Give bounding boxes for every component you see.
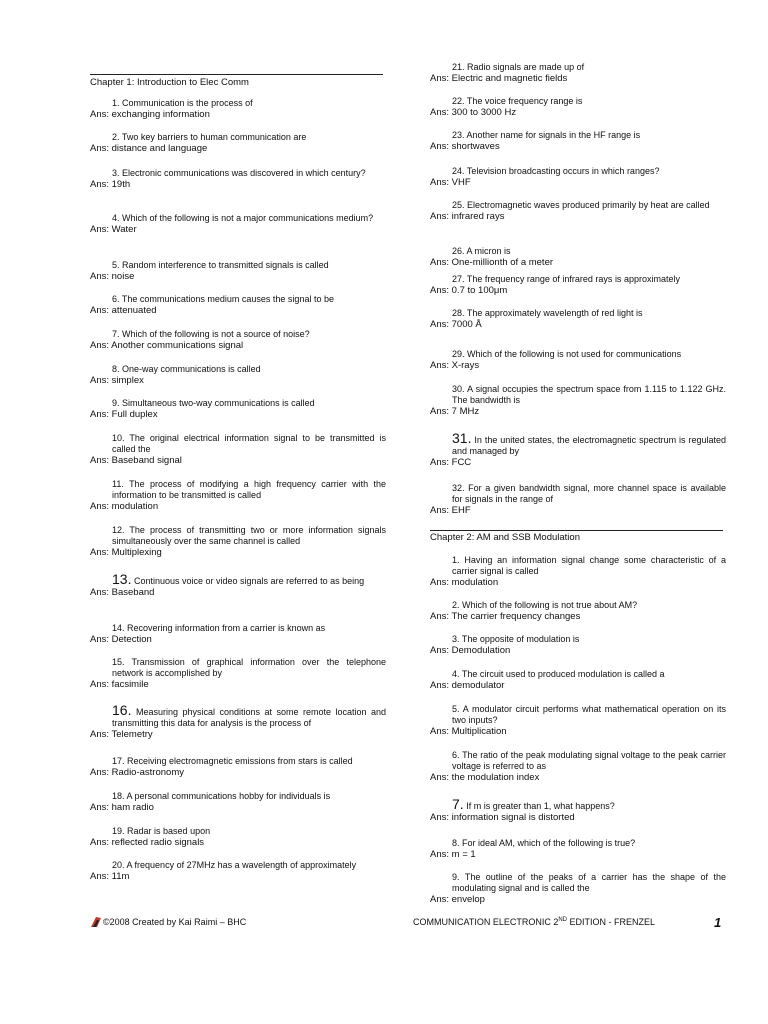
question-item [430, 750, 726, 784]
question-body: Simultaneous two-way communications is called [122, 398, 315, 408]
question-body: The frequency range of infrared rays is approximately [466, 274, 680, 284]
question-text [90, 398, 386, 409]
question-item [430, 483, 726, 517]
question-item [430, 838, 726, 861]
question-body: A micron is [466, 246, 511, 256]
question-text [90, 826, 386, 837]
question-text [430, 555, 726, 577]
question-number: 4. [452, 669, 460, 679]
chapter-2-title: Chapter 2: AM and SSB Modulation [430, 532, 580, 543]
question-item [90, 623, 386, 646]
question-item [90, 398, 386, 421]
question-item [430, 62, 726, 85]
question-item [430, 669, 726, 692]
question-item [90, 260, 386, 283]
question-number: 27. [452, 274, 465, 284]
chapter-1-title: Chapter 1: Introduction to Elec Comm [90, 77, 249, 88]
question-number: 9. [112, 398, 120, 408]
answer-text: Ans: X-rays [430, 360, 480, 371]
question-body: Which of the following is not true about AM? [462, 600, 638, 610]
question-body: Radio signals are made up of [467, 62, 585, 72]
question-text [430, 483, 726, 505]
question-item [90, 433, 386, 467]
answer-text: Ans: Another communications signal [90, 340, 244, 351]
answer-text: Ans: noise [90, 271, 135, 282]
answer-text: Ans: Multiplexing [90, 547, 162, 558]
answer-text: Ans: demodulator [430, 680, 505, 691]
question-item [90, 791, 386, 814]
question-text [430, 838, 726, 849]
question-body: One-way communications is called [122, 364, 261, 374]
question-text [90, 623, 386, 634]
answer-text: Ans: The carrier frequency changes [430, 611, 581, 622]
question-number: 6. [112, 294, 120, 304]
question-number: 14. [112, 623, 125, 633]
question-text [90, 98, 386, 109]
answer-text: Ans: attenuated [90, 305, 157, 316]
question-item [430, 872, 726, 906]
question-number: 18. [112, 791, 125, 801]
question-body: Communication is the process of [122, 98, 253, 108]
question-body: For ideal AM, which of the following is true? [462, 838, 636, 848]
question-text [430, 704, 726, 726]
question-body: The approximately wavelength of red light is [466, 308, 643, 318]
question-text [90, 329, 386, 340]
question-item [430, 274, 726, 297]
question-number: 19. [112, 826, 125, 836]
answer-text: Ans: Radio-astronomy [90, 767, 184, 778]
answer-text: Ans: 7 MHz [430, 406, 480, 417]
question-body: Measuring physical conditions at some remote location and transmitting this data for analysis is the process of [112, 707, 386, 728]
question-body: Electromagnetic waves produced primarily by heat are called [467, 200, 710, 210]
question-text [430, 308, 726, 319]
answer-text: Ans: distance and language [90, 143, 208, 154]
question-item [90, 860, 386, 883]
question-body: A modulator circuit performs what mathematical operation on its two inputs? [452, 704, 726, 725]
answer-text: Ans: reflected radio signals [90, 837, 205, 848]
answer-text: Ans: Water [90, 224, 137, 235]
question-body: Having an information signal change some characteristic of a carrier signal is called [452, 555, 726, 576]
page-number: 1 [714, 915, 722, 930]
question-body: In the united states, the electromagnetic spectrum is regulated and managed by [452, 435, 726, 456]
question-body: A frequency of 27MHz has a wavelength of approximately [126, 860, 357, 870]
question-text [90, 364, 386, 375]
question-item [90, 132, 386, 155]
question-item [430, 634, 726, 657]
question-number: 17. [112, 756, 125, 766]
question-text [430, 872, 726, 894]
question-text [90, 294, 386, 305]
question-text [90, 213, 386, 224]
question-number: 1. [112, 98, 120, 108]
answer-text: Ans: EHF [430, 505, 471, 516]
question-item [90, 756, 386, 779]
question-body: The communications medium causes the signal to be [121, 294, 334, 304]
question-number: 20. [112, 860, 125, 870]
question-text [430, 796, 726, 812]
question-item [90, 213, 386, 236]
answer-text: Ans: m = 1 [430, 849, 476, 860]
question-text [430, 200, 726, 211]
question-item [430, 200, 726, 223]
question-number: 11. [112, 479, 124, 489]
question-body: If m is greater than 1, what happens? [466, 801, 615, 811]
answer-text: Ans: 7000 Å [430, 319, 482, 330]
question-number: 24. [452, 166, 465, 176]
question-number: 8. [452, 838, 460, 848]
question-text [90, 433, 386, 455]
question-body: Another name for signals in the HF range is [466, 130, 641, 140]
question-body: The outline of the peaks of a carrier has the shape of the modulating signal and is called the [452, 872, 726, 893]
question-item [430, 600, 726, 623]
question-number: 6. [452, 750, 460, 760]
answer-text: Ans: the modulation index [430, 772, 540, 783]
question-number: 30. [452, 384, 465, 394]
question-text [90, 702, 386, 729]
question-number: 9. [452, 872, 460, 882]
question-number: 32. [452, 483, 465, 493]
question-text [430, 96, 726, 107]
question-item [90, 571, 386, 599]
question-item [90, 294, 386, 317]
question-item [430, 308, 726, 331]
question-text [430, 62, 726, 73]
answer-text: Ans: ham radio [90, 802, 154, 813]
question-body: The circuit used to produced modulation is called a [461, 669, 665, 679]
question-body: Radar is based upon [127, 826, 211, 836]
answer-text: Ans: facsimile [90, 679, 149, 690]
question-item [90, 168, 386, 191]
question-item [430, 246, 726, 269]
question-item [430, 430, 726, 469]
question-body: For a given bandwidth signal, more channel space is available for signals in the range of [452, 483, 726, 504]
question-body: The ratio of the peak modulating signal voltage to the peak carrier voltage is referred to as [452, 750, 726, 771]
question-number: 23. [452, 130, 465, 140]
question-text [430, 274, 726, 285]
answer-text: Ans: Full duplex [90, 409, 158, 420]
question-body: Which of the following is not a source of noise? [122, 329, 310, 339]
chapter-2-rule [430, 530, 723, 531]
question-text [430, 750, 726, 772]
question-item [90, 657, 386, 691]
question-body: The process of transmitting two or more information signals simultaneously over the same channel is called [112, 525, 386, 546]
answer-text: Ans: VHF [430, 177, 471, 188]
question-number: 5. [112, 260, 120, 270]
question-number: 21. [452, 62, 465, 72]
answer-text: Ans: simplex [90, 375, 144, 386]
answer-text: Ans: Detection [90, 634, 152, 645]
question-number: 31. [452, 430, 472, 446]
question-item [90, 329, 386, 352]
answer-text: Ans: modulation [90, 501, 159, 512]
question-body: A personal communications hobby for individuals is [126, 791, 331, 801]
answer-text: Ans: shortwaves [430, 141, 500, 152]
question-body: The original electrical information signal to be transmitted is called the [112, 433, 386, 454]
question-item [430, 130, 726, 153]
question-number: 3. [452, 634, 460, 644]
question-text [90, 860, 386, 871]
question-number: 4. [112, 213, 120, 223]
question-number: 13. [112, 571, 132, 587]
answer-text: Ans: infrared rays [430, 211, 505, 222]
question-text [90, 525, 386, 547]
question-number: 25. [452, 200, 465, 210]
chapter-1-rule [90, 74, 383, 75]
question-number: 2. [112, 132, 120, 142]
question-item [430, 384, 726, 418]
question-item [430, 704, 726, 738]
question-text [90, 479, 386, 501]
question-text [90, 756, 386, 767]
answer-text: Ans: modulation [430, 577, 499, 588]
question-body: Two key barriers to human communication are [121, 132, 307, 142]
question-item [430, 166, 726, 189]
question-text [90, 657, 386, 679]
question-number: 28. [452, 308, 465, 318]
question-number: 15. [112, 657, 125, 667]
question-item [90, 525, 386, 559]
footer-title-sup: ND [558, 917, 568, 923]
question-text [430, 430, 726, 457]
question-text [430, 669, 726, 680]
question-number: 1. [452, 555, 460, 565]
answer-text: Ans: information signal is distorted [430, 812, 575, 823]
answer-text: Ans: Multiplication [430, 726, 507, 737]
question-number: 7. [452, 796, 464, 812]
answer-text: Ans: Demodulation [430, 645, 511, 656]
question-text [430, 349, 726, 360]
question-text [430, 384, 726, 406]
question-body: Electronic communications was discovered in which century? [122, 168, 366, 178]
question-body: The process of modifying a high frequency carrier with the information to be transmitted is called [112, 479, 386, 500]
question-number: 10. [112, 433, 125, 443]
question-item [430, 555, 726, 589]
answer-text: Ans: 19th [90, 179, 131, 190]
question-item [430, 796, 726, 824]
question-body: Which of the following is not a major communications medium? [122, 213, 374, 223]
question-body: The voice frequency range is [466, 96, 583, 106]
question-item [90, 364, 386, 387]
question-number: 16. [112, 702, 132, 718]
question-body: A signal occupies the spectrum space from 1.115 to 1.122 GHz. The bandwidth is [452, 384, 727, 405]
question-text [90, 571, 386, 587]
question-body: The opposite of modulation is [461, 634, 580, 644]
question-item [90, 479, 386, 513]
footer-book-title [413, 917, 655, 927]
footer-title-pre: COMMUNICATION ELECTRONIC 2 [413, 917, 559, 927]
question-number: 22. [452, 96, 465, 106]
question-item [90, 98, 386, 121]
logo-icon [90, 916, 102, 928]
question-number: 8. [112, 364, 120, 374]
answer-text: Ans: Electric and magnetic fields [430, 73, 568, 84]
question-body: Television broadcasting occurs in which ranges? [466, 166, 660, 176]
answer-text: Ans: 300 to 3000 Hz [430, 107, 517, 118]
question-text [430, 130, 726, 141]
question-item [430, 349, 726, 372]
question-text [430, 634, 726, 645]
answer-text: Ans: FCC [430, 457, 472, 468]
question-number: 5. [452, 704, 460, 714]
question-text [90, 132, 386, 143]
answer-text: Ans: envelop [430, 894, 485, 905]
question-text [90, 168, 386, 179]
question-text [90, 260, 386, 271]
question-text [430, 246, 726, 257]
question-body: Which of the following is not used for communications [467, 349, 682, 359]
answer-text: Ans: exchanging information [90, 109, 210, 120]
answer-text: Ans: 11m [90, 871, 130, 882]
question-item [430, 96, 726, 119]
answer-text: Ans: Telemetry [90, 729, 153, 740]
question-text [430, 166, 726, 177]
question-number: 3. [112, 168, 120, 178]
question-body: Receiving electromagnetic emissions from stars is called [127, 756, 353, 766]
question-text [90, 791, 386, 802]
question-text [430, 600, 726, 611]
question-body: Random interference to transmitted signals is called [122, 260, 329, 270]
footer-credit: ©2008 Created by Kai Raimi – BHC [103, 917, 247, 927]
question-item [90, 826, 386, 849]
answer-text: Ans: Baseband [90, 587, 155, 598]
question-body: Continuous voice or video signals are referred to as being [133, 576, 365, 586]
answer-text: Ans: Baseband signal [90, 455, 182, 466]
question-number: 26. [452, 246, 465, 256]
question-number: 12. [112, 525, 125, 535]
question-body: Recovering information from a carrier is known as [127, 623, 326, 633]
question-body: Transmission of graphical information over the telephone network is accomplished by [112, 657, 386, 678]
footer-title-post: EDITION - FRENZEL [567, 917, 656, 927]
answer-text: Ans: 0.7 to 100μm [430, 285, 508, 296]
question-number: 2. [452, 600, 460, 610]
question-item [90, 702, 386, 741]
question-number: 29. [452, 349, 465, 359]
answer-text: Ans: One-millionth of a meter [430, 257, 554, 268]
question-number: 7. [112, 329, 120, 339]
